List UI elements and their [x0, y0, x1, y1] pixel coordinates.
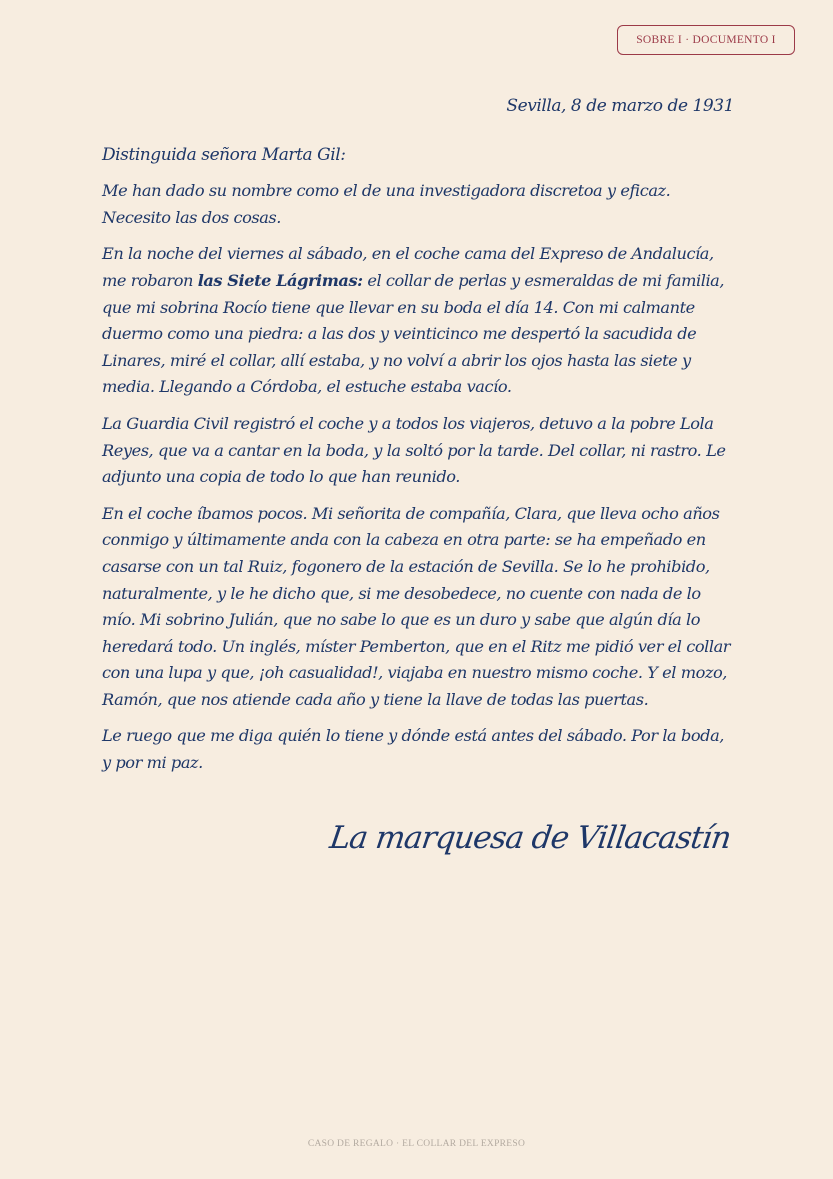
document-tag: SOBRE I · DOCUMENTO I: [617, 25, 795, 55]
paragraph-2-end: el collar de perlas y esmeraldas de mi familia, que mi sobrina Rocío tiene que llevar en su boda el día 14. Con mi calmante duermo como una piedra: a las dos y veinticinco me despertó la sacudida de Linares, miré el collar, allí estaba, y no volví a abrir los ojos hasta las siete y media. Llegando a Córdoba, el estuche estaba vacío.: [102, 270, 725, 397]
necklace-name: las Siete Lágrimas:: [197, 270, 363, 290]
letter-greeting: Distinguida señora Marta Gil:: [102, 144, 346, 165]
signature: La marquesa de Villacastín: [327, 820, 733, 856]
letter-date: Sevilla, 8 de marzo de 1931: [506, 96, 734, 116]
paragraph-2-start: En la noche del viernes al sábado, en el coche cama del Expreso de Andalucía, me robaron: [102, 244, 714, 290]
letter-body: [102, 93, 734, 787]
paragraph-1: Me han dado su nombre como el de una investigadora discretoa y eficaz. Necesito las dos cosas.: [102, 181, 671, 227]
paragraph-4: En el coche íbamos pocos. Mi señorita de compañía, Clara, que lleva ocho años conmigo y últimamente anda con la cabeza en otra parte: se ha empeñado en casarse con un tal Ruiz, fogonero de la estación de Sevilla. Se lo he prohibido, naturalmente, y le he dicho que, si me desobedece, no cuente con nada de lo mío. Mi sobrino Julián, que no sabe lo que es un duro y sabe que algún día lo heredará todo. Un inglés, míster Pemberton, que en el Ritz me pidió ver el collar con una lupa y que, ¡oh casualidad!, viajaba en nuestro mismo coche. Y el mozo, Ramón, que nos atiende cada año y tiene la llave de todas las puertas.: [102, 503, 731, 709]
paragraph-5: Le ruego que me diga quién lo tiene y dónde está antes del sábado. Por la boda, y por mi paz.: [102, 726, 724, 773]
paragraph-2: [102, 241, 734, 401]
page-footer: CASO DE REGALO · EL COLLAR DEL EXPRESO: [307, 1139, 526, 1149]
paragraph-3: La Guardia Civil registró el coche y a todos los viajeros, detuvo a la pobre Lola Reyes, que va a cantar en la boda, y la soltó por la tarde. Del collar, ni rastro. Le adjunto una copia de todo lo que han reunido.: [102, 413, 726, 487]
